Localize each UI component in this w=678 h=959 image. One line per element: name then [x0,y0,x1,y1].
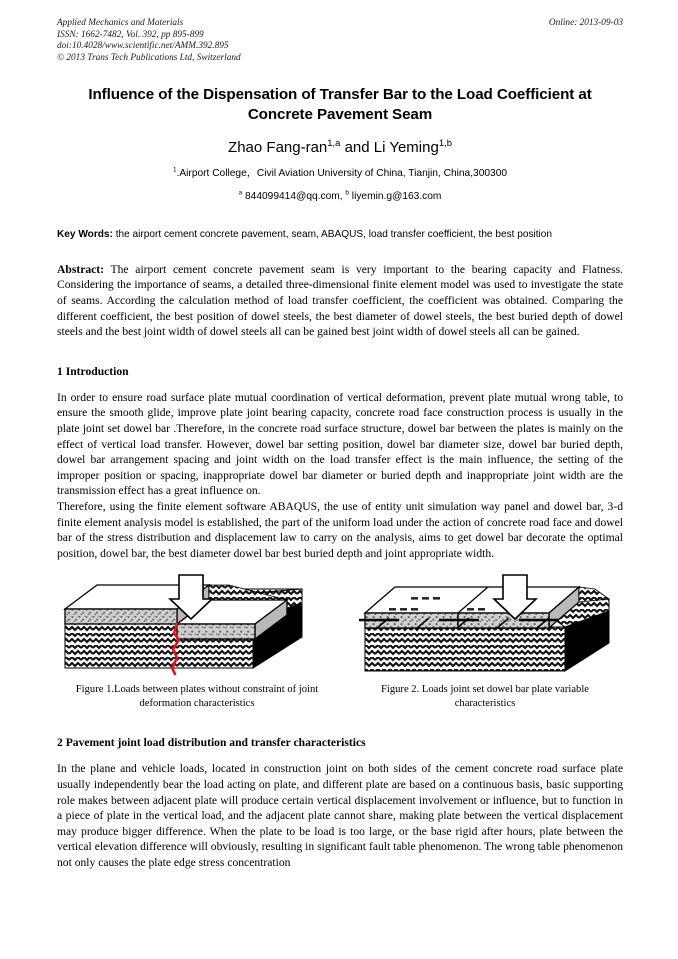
page-content [57,0,623,871]
section-heading-introduction: 1 Introduction [57,364,129,378]
page-title: Influence of the Dispensation of Transfer Bar to the Load Coefficient at Concrete Pavement Seam [88,86,592,124]
figure-2-image [351,573,623,676]
online-date: Online: 2013-09-03 [548,18,623,28]
figure-1-image [57,573,329,676]
affiliation-text: .Airport College，Civil Aviation University of China, Tianjin, China,300300 [176,168,508,180]
keywords-text: the airport cement concrete pavement, seam, ABAQUS, load transfer coefficient, the best position [112,229,553,241]
author-two-affil-marker: 1,b [438,138,452,150]
section2-paragraph-1: In the plane and vehicle loads, located in construction joint on both sides of the cement concrete road surface plate usually independently bear the load acting on plate, and different plate are based on a continuous basis, basic supporting role makes between adjacent plate will produce certain vertical displacement involvement or influence, but to function in a piece of plate in the vertical load, and the adjacent plate cannot share, making plate between the vertical displacement may produce bigger difference. When the plate to be load is too large, or the base rigid after hours, plate between the vertical elevation difference will obviously, resulting in significant fault table phenomenon. The wrong table phenomenon not only causes the plate edge stress concentration [57,762,623,869]
journal-copyright: © 2013 Trans Tech Publications Ltd, Switzerland [57,52,241,63]
journal-issn: ISSN: 1662-7482, Vol. 392, pp 895-899 [57,29,204,40]
abstract-block [57,262,623,340]
abstract-text: The airport cement concrete pavement seam is very important to the bearing capacity and Flatness. Considering the importance of seams, a detailed three-dimensional finite element model was used to investigate the state of seams. According the calculation method of load transfer coefficient, the coefficient was obtained. Comparing the different coefficient, the best position of dowel steels, the best diameter of dowel steels, the best buried depth of dowel steels and the best joint width of dowel steels all can be gained best joint width of dowel steels all can be gained. [57,262,623,339]
author-one-affil-marker: 1,a [327,138,341,150]
email-one: 844099414@qq.com, [242,191,346,203]
figure-2-block [351,573,623,711]
figure-1-block [57,573,329,711]
keywords-label: Key Words: [57,229,113,241]
email-two: liyemin.g@163.com [348,191,442,203]
author-line [57,138,623,157]
affiliation-marker: 1 [172,166,177,174]
abstract-label: Abstract: [57,262,105,276]
affiliation-line [57,167,623,181]
keywords-block [57,228,623,243]
journal-header [57,0,623,64]
intro-paragraph-2: Therefore, using the finite element software ABAQUS, the use of entity unit simulation way panel and dowel bar, 3-d finite element analysis model is established, the part of the uniform load under the action of concrete road face and dowel bar of the stress distribution and displacement law to carry on the analysis, aims to get dowel bar decorate the optimal position, dowel bar, the best diameter dowel bar best buried depth and joint appropriate width. [57,500,623,560]
intro-paragraph-1: In order to ensure road surface plate mutual coordination of vertical deformation, prevent plate mutual wrong table, to ensure the smooth glide, improve plate joint bearing capacity, concrete road face construction process is usually in the plate joint set dowel bar .Therefore, in the concrete road surface structure, dowel bar between the plates is mainly on the effect of vertical load transfer. However, dowel bar setting position, dowel bar diameter size, dowel bar buried depth, dowel bar arrangement spacing and joint width on the load transfer effect is the main influence, the setting of the improper position or spacing, inappropriate dowel bar diameter or buried depth and inappropriate joint width are the transmission effect has a great influence on. [57,390,623,498]
author-conjunction: and Li Yeming [340,139,439,157]
journal-name: Applied Mechanics and Materials [57,18,184,28]
section-heading-pavement-joint: 2 Pavement joint load distribution and transfer characteristics [57,736,366,750]
journal-doi: doi:10.4028/www.scientific.net/AMM.392.895 [57,41,229,52]
figure-2-caption: Figure 2. Loads joint set dowel bar plate variable characteristics [381,684,589,710]
author-one: Zhao Fang-ran [228,139,328,157]
email-one-marker: a [238,189,243,197]
figure-row [57,573,623,711]
email-two-marker: b [345,189,349,197]
email-line [57,190,623,204]
figure-1-caption: Figure 1.Loads between plates without constraint of joint deformation characteristics [75,684,319,710]
